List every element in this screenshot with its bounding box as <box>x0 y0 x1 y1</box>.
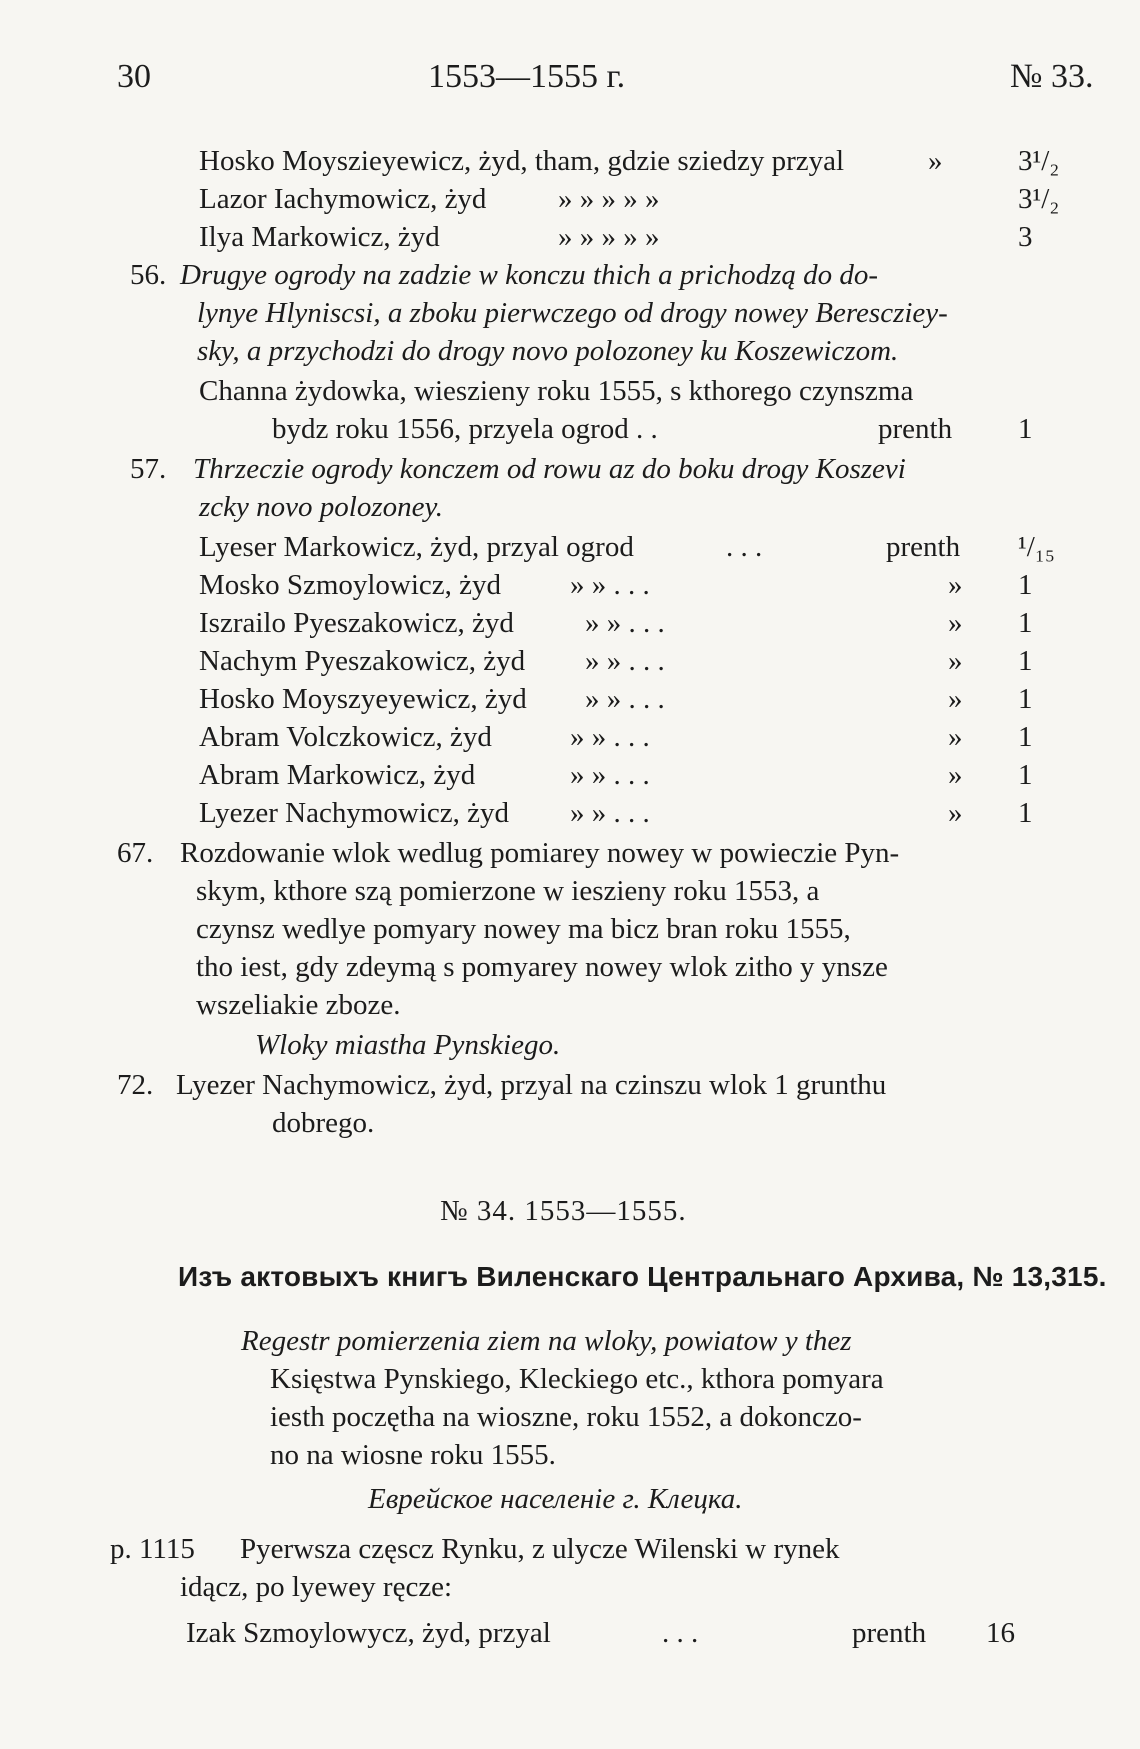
list-item-value: 1 <box>1018 607 1033 639</box>
ditto-dots: » » . . . <box>570 797 650 829</box>
prenth-label: prenth <box>852 1617 927 1649</box>
ditto-dots: . . . <box>662 1617 699 1649</box>
ditto-dots: . . . <box>726 531 763 563</box>
ditto-mark: » <box>928 145 943 177</box>
section-text-line: czynsz wedlye pomyary nowey ma bicz bran roku 1555, <box>196 913 851 945</box>
list-item: Hosko Moyszieyewicz, żyd, tham, gdzie sziedzy przyal <box>199 145 845 177</box>
list-item-value: 1 <box>1018 645 1033 677</box>
prenth-label: prenth <box>878 413 953 445</box>
section-subtitle: Еврейское населеніе г. Клецка. <box>368 1483 743 1515</box>
ditto-mark: » <box>948 645 963 677</box>
section-text-line: Lyezer Nachymowicz, żyd, przyal na czinszu wlok 1 grunthu <box>176 1069 887 1101</box>
entry-line: bydz roku 1556, przyela ogrod . . <box>272 413 658 445</box>
ditto-dots: » » . . . <box>570 721 650 753</box>
section-text-line: Rozdowanie wlok wedlug pomiarey nowey w powieczie Pyn- <box>180 837 900 869</box>
section-text-line: wszeliakie zboze. <box>196 989 401 1021</box>
ditto-dots: » » . . . <box>570 759 650 791</box>
list-item: Lyeser Markowicz, żyd, przyal ogrod <box>199 531 634 563</box>
list-item: Ilya Markowicz, żyd <box>199 221 440 253</box>
paragraph-line: idącz, po lyewey ręcze: <box>180 1571 453 1603</box>
list-item-value: 1 <box>1018 721 1033 753</box>
list-item-value: 1 <box>1018 683 1033 715</box>
list-item: Nachym Pyeszakowicz, żyd <box>199 645 526 677</box>
intro-line: Regestr pomierzenia ziem na wloky, powiatow y thez <box>241 1325 852 1357</box>
page-reference: p. 1115 <box>110 1533 195 1565</box>
section-text-line: sky, a przychodzi do drogy novo polozoney ku Koszewiczom. <box>197 335 899 367</box>
ditto-mark: » <box>948 607 963 639</box>
list-item: Izak Szmoylowycz, żyd, przyal <box>186 1617 551 1649</box>
section-text-line: skym, kthore szą pomierzone w ieszieny roku 1553, a <box>196 875 820 907</box>
intro-line: iesth poczętha na wioszne, roku 1552, a dokonczo- <box>270 1401 862 1433</box>
ditto-dots: » » . . . <box>570 569 650 601</box>
section-subtitle: Wloky miastha Pynskiego. <box>255 1029 561 1061</box>
entry-line: Channa żydowka, wieszieny roku 1555, s kthorego czynszma <box>199 375 914 407</box>
list-item-value: 1 <box>1018 797 1033 829</box>
section-number: 72. <box>117 1069 154 1101</box>
list-item: Lyezer Nachymowicz, żyd <box>199 797 509 829</box>
section-text-line: zcky novo polozoney. <box>199 491 444 523</box>
list-item-value: ¹/₁₅ <box>1018 531 1055 563</box>
list-item-value: 3 <box>1018 221 1033 253</box>
list-item: Abram Volczkowicz, żyd <box>199 721 492 753</box>
section-text-line: lynye Hlyniscsi, a zboku pierwczego od drogy nowey Beresczieу- <box>197 297 948 329</box>
ditto-dots: » » . . . <box>585 645 665 677</box>
section-text-line: Thrzeczie ogrody konczem od rowu az do boku drogy Koszevi <box>193 453 906 485</box>
page-number: 30 <box>117 58 151 95</box>
ditto-mark: » <box>948 797 963 829</box>
list-item: Abram Markowicz, żyd <box>199 759 476 791</box>
ditto-mark: » <box>948 721 963 753</box>
list-item: Hosko Moyszyeyewicz, żyd <box>199 683 527 715</box>
section-text-line: dobrego. <box>272 1107 375 1139</box>
ditto-marks: » » » » » <box>558 183 660 215</box>
intro-line: Księstwa Pynskiego, Kleckiego etc., kthora pomyara <box>270 1363 884 1395</box>
paragraph-line: Pyerwsza częscz Rynku, z ulycze Wilenski w rynek <box>240 1533 840 1565</box>
header-years: 1553—1555 г. <box>428 58 626 95</box>
list-item: Lazor Iachymowicz, żyd <box>199 183 487 215</box>
section-number: 67. <box>117 837 154 869</box>
list-item: Iszrailo Pyeszakowicz, żyd <box>199 607 514 639</box>
section-number: 56. <box>130 259 167 291</box>
list-item-value: 3¹/₂ <box>1018 183 1060 215</box>
list-item-value: 16 <box>986 1617 1015 1649</box>
list-item: Mosko Szmoylowicz, żyd <box>199 569 502 601</box>
list-item-value: 3¹/₂ <box>1018 145 1060 177</box>
ditto-mark: » <box>948 569 963 601</box>
section-text-line: tho iest, gdy zdeymą s pomyarey nowey wlok zitho y ynsze <box>196 951 888 983</box>
section-text-line: Drugye ogrody na zadzie w konczu thich a prichodzą do do- <box>180 259 879 291</box>
ditto-marks: » » » » » <box>558 221 660 253</box>
ditto-dots: » » . . . <box>585 683 665 715</box>
intro-line: no na wiosne roku 1555. <box>270 1439 556 1471</box>
section-number: 57. <box>130 453 167 485</box>
prenth-label: prenth <box>886 531 961 563</box>
list-item-value: 1 <box>1018 569 1033 601</box>
ditto-mark: » <box>948 683 963 715</box>
list-item-value: 1 <box>1018 759 1033 791</box>
ditto-dots: » » . . . <box>585 607 665 639</box>
doc-heading: № 34. 1553—1555. <box>440 1195 687 1227</box>
ditto-mark: » <box>948 759 963 791</box>
archive-source: Изъ актовыхъ книгъ Виленскаго Центральнаго Архива, № 13,315. <box>178 1261 1107 1292</box>
entry-value: 1 <box>1018 413 1033 445</box>
doc-number: № 33. <box>1010 58 1094 95</box>
